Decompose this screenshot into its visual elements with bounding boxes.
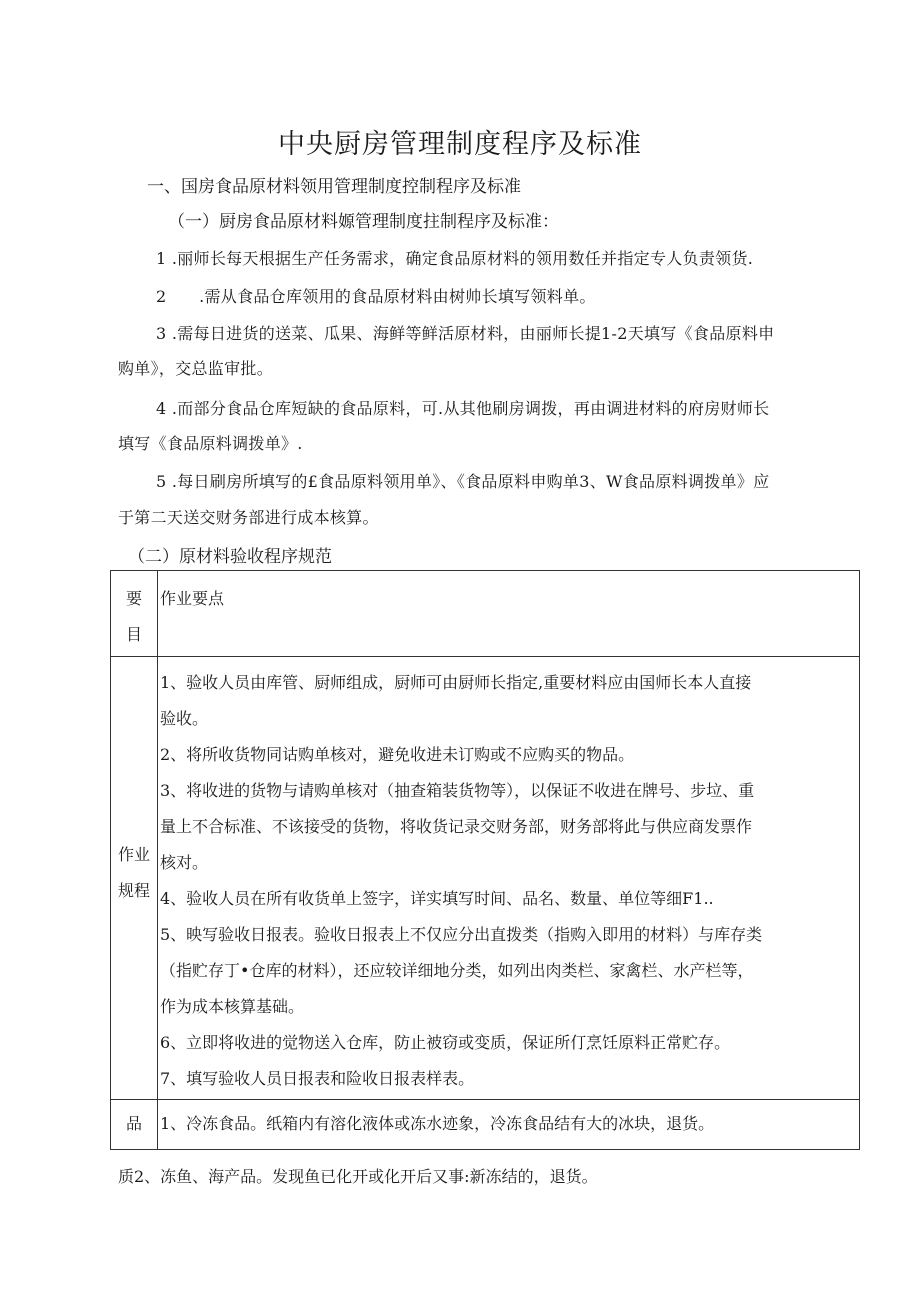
paragraph-line: 4 .而部分食品仓库短缺的食品原料，可.从其他刷房调拨，再由调进材料的府房财师长 — [156, 399, 770, 418]
acceptance-table — [110, 570, 860, 1150]
table-label-cell — [111, 657, 158, 1100]
table-line: 5、映写验收日报表。验收日报表上不仅应分出直拨类（指购入即用的材料）与库存类 — [160, 925, 763, 944]
table-line: 量上不合标准、不该接受的货物，将收货记录交财务部，财务部将此与供应商发票作 — [160, 817, 753, 836]
table-line: 4、验收人员在所有收货单上签字，详实填写时间、品名、数量、单位等细F1.. — [160, 889, 714, 908]
table-line: 2、将所收货物同诂购单核对，避免收进未订购或不应购买的物品。 — [160, 745, 635, 764]
table-line: 1、验收人员由库管、厨师组成，厨师可由厨师长指定,重要材料应由国师长本人直接 — [160, 673, 752, 692]
paragraph-line: 5 .每日刷房所填写的£食品原料领用单》、《食品原料申购单3、W食品原料调拨单》应 — [156, 472, 770, 491]
table-line: 作为成本核算基础。 — [160, 997, 305, 1016]
paragraph-line: 于第二天送交财务部进行成本核算。 — [118, 508, 379, 527]
table-line: 1、冷冻食品。纸箱内有溶化液体或冻水迹象，冷冻食品结有大的冰块，退货。 — [160, 1114, 715, 1133]
table-row — [111, 1100, 860, 1150]
table-line: （指贮存丁•仓库的材料），还应较详细地分类，如列出肉类栏、家禽栏、水产栏等， — [160, 961, 754, 980]
paragraph-line: 填写《食品原料调拨单》. — [118, 434, 303, 453]
table-line: 3、将收进的货物与请购单核对（抽查箱装货物等），以保证不收进在牌号、步垃、重 — [160, 781, 755, 800]
header-text: 作业要点 — [160, 589, 225, 608]
paragraph-line: 购单》，交总监审批。 — [118, 359, 274, 378]
paragraph-line: 1 .丽师长每天根据生产任务需求，确定食品原材料的领用数任并指定专人负责领货. — [156, 249, 754, 268]
section-heading-1: 一、国房食品原材料领用管理制度控制程序及标准 — [147, 177, 521, 197]
label-text: 目 — [125, 625, 142, 644]
table-header-cell — [158, 571, 860, 657]
table-content-cell — [158, 657, 860, 1100]
label-text: 要 — [125, 589, 142, 608]
table-line: 验收。 — [160, 709, 209, 728]
label-text: 作业 — [117, 845, 150, 864]
table-label-cell — [111, 1100, 158, 1150]
page-title: 中央厨房管理制度程序及标准 — [278, 129, 642, 160]
table-line: 7、填写验收人员日报表和险收日报表样表。 — [160, 1069, 475, 1088]
paragraph-line: 2 .需从食品仓库领用的食品原材料由树帅长填写领料单。 — [156, 287, 596, 306]
label-text: 品 — [125, 1114, 142, 1133]
table-row — [111, 657, 860, 1100]
label-text: 规程 — [117, 881, 150, 900]
paragraph-line: 3 .需每日进货的送菜、瓜果、海鲜等鲜活原材料，由丽师长提1-2天填写《食品原料申 — [156, 324, 775, 343]
table-header-row — [111, 571, 860, 657]
subsection-heading-1: （一）厨房食品原材料嫄管理制度拄制程序及标准： — [168, 212, 559, 232]
table-line: 核对。 — [160, 853, 209, 872]
subsection-heading-2: （二）原材料验收程序规范 — [128, 547, 332, 567]
footer-line: 质2、冻鱼、海产品。发现鱼已化开或化开后又事:新冻结的，退货。 — [118, 1167, 598, 1186]
table-content-cell — [158, 1100, 860, 1150]
table-label-cell — [111, 571, 158, 657]
table-line: 6、立即将收进的觉物送入仓库，防止被窃或变质，保证所仃烹饪原料正常贮存。 — [160, 1033, 731, 1052]
